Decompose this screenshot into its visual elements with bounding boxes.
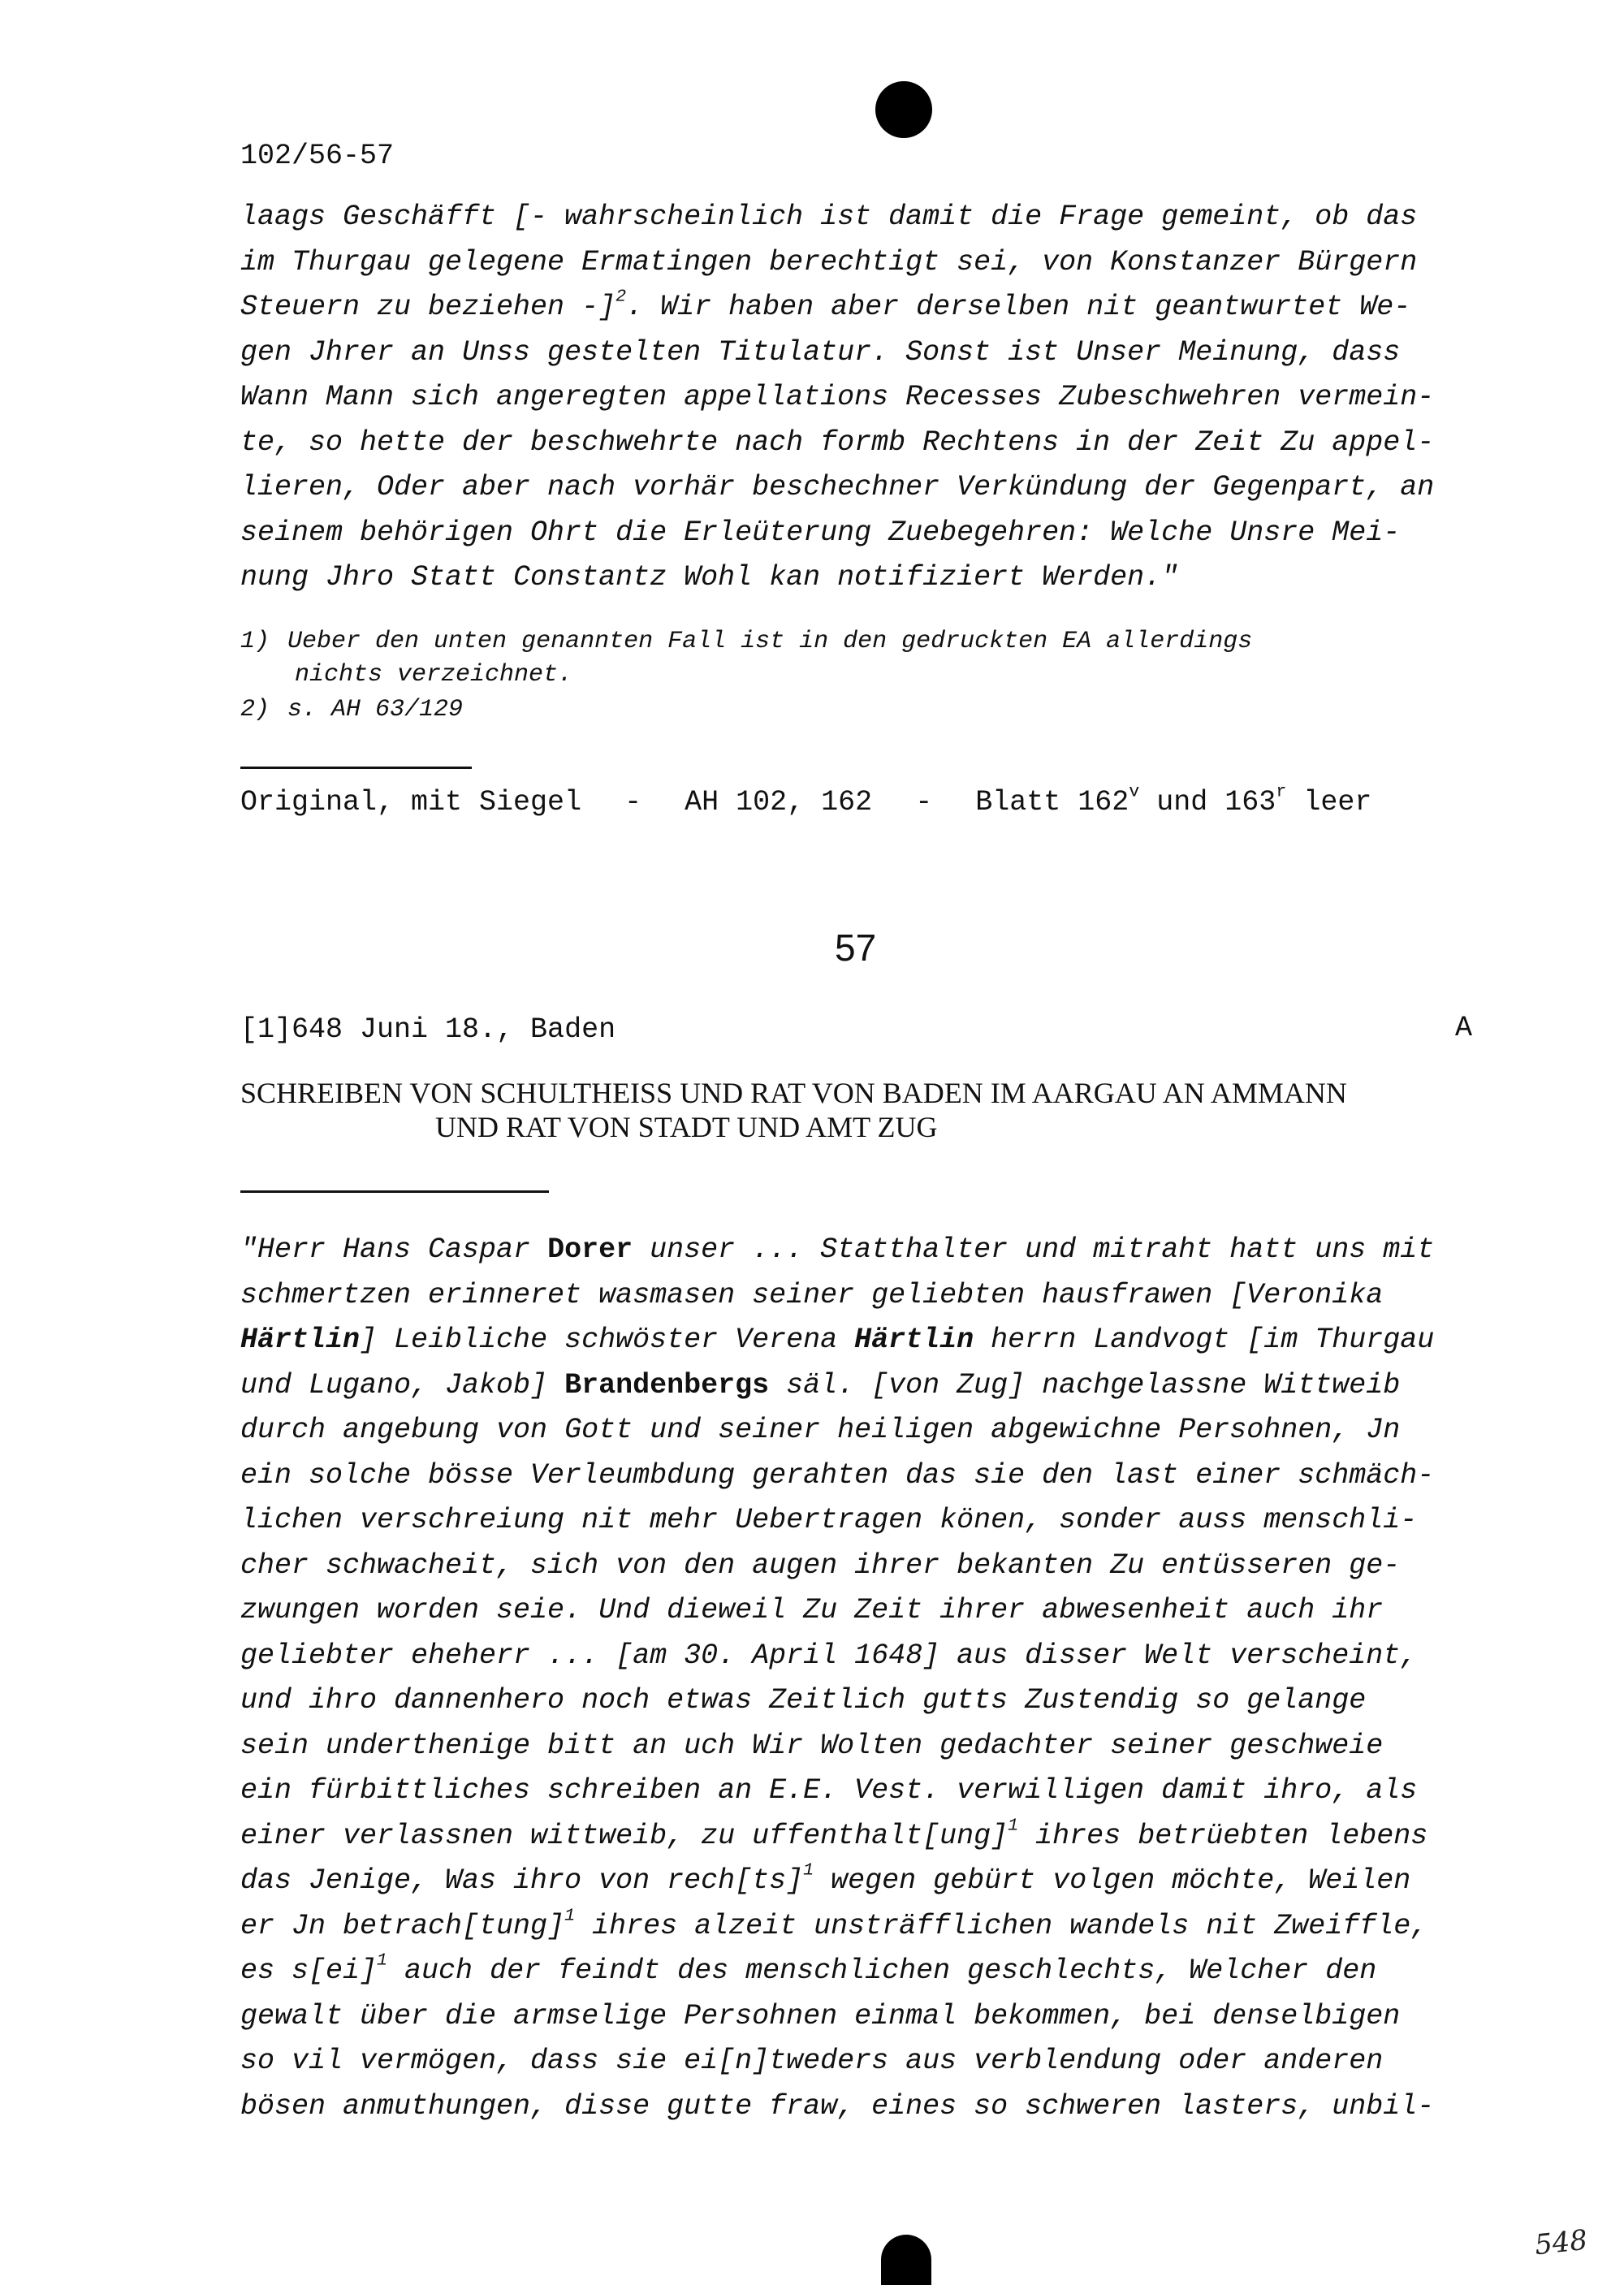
text-line: nung Jhro Statt Constantz Wohl kan notifiziert Werden." [240,561,1179,594]
person-name: Härtlin [854,1324,974,1356]
text-line: seinem behörigen Ohrt die Erleüterung Zuebegehren: Welche Unsre Mei- [240,516,1401,549]
text-line: einer verlassnen wittweib, zu uffenthalt[ung]$^1$ ihres betrüebten lebens [240,1815,1428,1852]
text-line: gewalt über die armselige Persohnen einmal bekommen, bei denselbigen [240,1999,1401,2032]
text-line: er Jn betrach[tung]$^1$ ihres alzeit unsträfflichen wandels nit Zweiffle, [240,1905,1428,1942]
text-line: Steuern zu beziehen -]$^2$. Wir haben aber derselben nit geantwurtet We- [240,286,1411,323]
text-line: und ihro dannenhero noch etwas Zeitlich gutts Zustendig so gelange [240,1684,1367,1717]
person-name: Härtlin [240,1324,361,1356]
footnote-mark: 1 [803,1860,814,1881]
letter-code: A [1455,1012,1473,1044]
footnote-mark: 1 [564,1905,576,1926]
upper-body-text [240,195,1475,601]
person-name: Dorer [547,1233,633,1266]
document-reference: 102/56-57 [240,140,395,172]
text-line: laags Geschäfft [- wahrscheinlich ist damit die Frage gemeint, ob das [240,201,1418,233]
separator-rule [240,767,472,769]
footnote-mark: 1 [377,1950,388,1971]
text-line: te, so hette der beschwehrte nach formb Rechtens in der Zeit Zu appel- [240,425,1435,459]
heading-line: UND RAT VON STADT UND AMT ZUG [435,1111,938,1143]
text-line: geliebter eheherr ... [am 30. April 1648] aus disser Welt verscheint, [240,1639,1418,1672]
handwritten-page-number: 548 [1533,2223,1589,2262]
text-line: lichen verschreiung nit mehr Uebertragen könen, sonder auss menschli- [240,1504,1418,1536]
footnote-2: 2) s. AH 63/129 [240,696,464,724]
text-line: durch angebung von Gott und seiner heiligen abgewichne Persohnen, Jn [240,1414,1401,1446]
text-line: sein underthenige bitt an uch Wir Wolten gedachter seiner geschweie [240,1729,1384,1762]
source-line: Original, mit Siegel - AH 102, 162 - Blatt 162$^v$ und 163$^r$ leer [240,781,1372,819]
text-line: Härtlin] Leibliche schwöster Verena Härtlin herrn Landvogt [im Thurgau [240,1324,1435,1356]
text-line: Wann Mann sich angeregten appellations Recesses Zubeschwehren vermein- [240,381,1435,413]
ink-blot-bottom [881,2235,931,2285]
ink-blot-top [875,81,932,138]
footnote-mark: 1 [1008,1815,1019,1836]
text-line: so vil vermögen, dass sie ei[n]tweders aus verblendung oder anderen [240,2045,1384,2077]
text-line: cher schwacheit, sich von den augen ihrer bekanten Zu entüsseren ge- [240,1549,1401,1582]
footnote-1: 1) Ueber den unten genannten Fall ist in den gedruckten EA allerdings [240,628,1253,655]
document-heading [240,1076,1483,1144]
text-line: es s[ei]$^1$ auch der feindt des menschlichen geschlechts, Welcher den [240,1950,1377,1987]
date-line: [1]648 Juni 18., Baden [240,1013,616,1046]
text-line: bösen anmuthungen, disse gutte fraw, eines so schweren lasters, unbil- [240,2089,1435,2123]
text-line: gen Jhrer an Unss gestelten Titulatur. Sonst ist Unser Meinung, dass [240,335,1401,369]
lower-body-text [240,1228,1475,2129]
text-line: "Herr Hans Caspar Dorer unser ... Statthalter und mitraht hatt uns mit [240,1233,1435,1266]
text-line: und Lugano, Jakob] Brandenbergs säl. [von Zug] nachgelassne Wittweib [240,1368,1401,1402]
footnote-mark: 2 [615,286,627,307]
text-line: lieren, Oder aber nach vorhär beschechner Verkündung der Gegenpart, an [240,471,1435,503]
text-line: schmertzen erinneret wasmasen seiner geliebten hausfrawen [Veronika [240,1278,1384,1311]
text-line: im Thurgau gelegene Ermatingen berechtigt sei, von Konstanzer Bürgern [240,245,1418,279]
text-line: ein solche bösse Verleumbdung gerahten das sie den last einer schmäch- [240,1458,1435,1492]
text-line: ein fürbittliches schreiben an E.E. Vest. verwilligen damit ihro, als [240,1774,1418,1807]
heading-line: SCHREIBEN VON SCHULTHEISS UND RAT VON BADEN IM AARGAU AN AMMANN [240,1077,1347,1109]
person-name: Brandenbergs [564,1368,770,1402]
text-line: das Jenige, Was ihro von rech[ts]$^1$ wegen gebürt volgen möchte, Weilen [240,1860,1411,1897]
document-number: 57 [835,927,877,969]
text-line: zwungen worden seie. Und dieweil Zu Zeit ihrer abwesenheit auch ihr [240,1594,1384,1626]
separator-rule [240,1190,549,1193]
footnote-1-cont: nichts verzeichnet. [295,661,573,689]
